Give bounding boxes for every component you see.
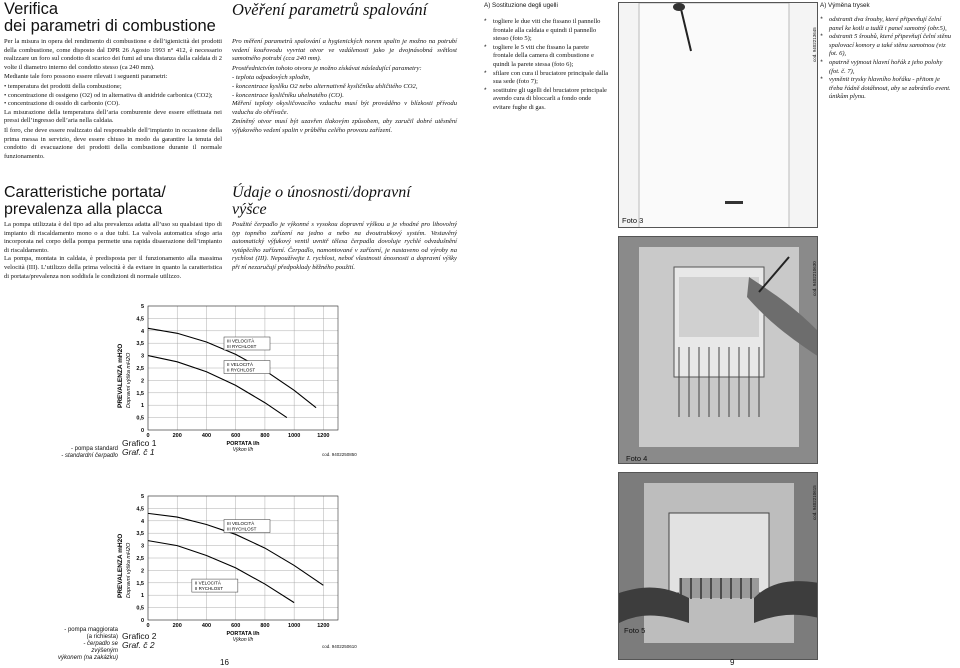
x-tick-label: 400 xyxy=(201,623,212,629)
it-title2-line-1: Caratteristiche portata/ xyxy=(4,184,166,201)
y-tick-label: 4 xyxy=(140,328,144,335)
pump1-label-it: - pompa standard xyxy=(70,446,118,452)
speed-label-text: III RYCHLOST xyxy=(227,344,257,349)
pump2-label-line: - pompa maggiorata xyxy=(64,627,118,633)
y-axis-label: Dopravní výška mH2O xyxy=(126,352,132,408)
cz-pump-text xyxy=(232,221,457,273)
it-combustion-text xyxy=(4,38,222,162)
right-page-number: 9 xyxy=(730,658,735,667)
foto-3-code: cod. 9402213645 xyxy=(812,27,817,62)
cz-step-item: * odstranit 5 šroubů, které připevňují čelní stěnu spalovací komory a také stěnu samotnou (viz fot. 6), xyxy=(820,33,954,59)
cz-paragraph: Zmíněný otvor musí být uzavřen tlakovým způsobem, aby zaručil dobré utěsnění výfukového vedení spalin v průběhu celého provozu zařízení. xyxy=(232,118,457,134)
it-step-item: * sfilare con cura il bruciatore principale dalla sua sede (foto 7); xyxy=(484,70,610,87)
it-paragraph: Il foro, che deve essere realizzato dal responsabile dell’impianto in occasione della prima messa in servizio, deve essere chiuso in modo da garantire la tenuta del condotto di evacuazione dei prodotti della combustione durante il normale funzionamento. xyxy=(4,126,222,160)
foto-3-caption: Foto 3 xyxy=(622,216,644,225)
speed-label-text: III VELOCITÀ xyxy=(227,338,255,344)
y-tick-label: 1 xyxy=(140,403,144,410)
y-tick-label: 2 xyxy=(140,568,144,575)
y-tick-label: 4,5 xyxy=(136,316,144,323)
y-tick-label: 0 xyxy=(140,428,144,434)
y-tick-label: 5 xyxy=(140,494,144,500)
x-tick-label: 200 xyxy=(172,623,182,629)
x-axis-label: PORTATA l/h xyxy=(226,441,260,447)
cz-nozzle-heading: A) Výměna trysek xyxy=(820,2,870,9)
it-paragraph: La pompa utilizzata è del tipo ad alta prevalenza adatta all’uso su qualsiasi tipo di impianto di riscaldamento mono o a due tubi. La valvola automatica sfogo aria incorporata nel corpo della pompa permette una rapida disaerazione dell’impianto di riscaldamento. xyxy=(4,221,222,254)
x-axis-label: PORTATA l/h xyxy=(226,631,260,637)
speed-label-text: II RYCHLOST xyxy=(227,367,256,373)
x-tick-label: 1000 xyxy=(288,623,301,629)
foto-4-photo xyxy=(618,236,818,464)
y-tick-label: 3,5 xyxy=(136,341,144,348)
cz-param-item: - teplota odpadových splodin, xyxy=(232,74,311,82)
x-tick-label: 800 xyxy=(260,433,270,439)
graf1-code: cod. 9402250850 xyxy=(322,452,357,457)
combustion-chamber-illustration xyxy=(619,237,818,464)
cz-step-item: * vyměnit trysky hlavního hořáku - přitom je třeba řádně dotáhnout, aby se zabránilo event. únikům plynu. xyxy=(820,76,954,102)
graf2-code: cod. 9402250610 xyxy=(322,644,357,649)
x-tick-label: 1200 xyxy=(317,433,330,439)
it-paragraph: La pompa, montata in caldaia, è predisposta per il funzionamento alla massima velocità (III). L’utilizzo della prima velocità è da evitare in quanto la caratteristica di portata/prevalenza non soddisfa le condizioni di normale utilizzo. xyxy=(4,255,222,280)
cz-paragraph: Prostřednictvím tohoto otvoru je možno získávat následující parametry: xyxy=(232,64,422,72)
cz-title2-line-2: výšce xyxy=(232,201,267,218)
y-axis-label: Dopravní výška mH2O xyxy=(126,542,132,598)
cz-paragraph: Měření teploty okysličovacího vzduchu musí být prováděno v blízkosti přívodu vzduchu do ohřívače. xyxy=(232,100,457,116)
y-tick-label: 1 xyxy=(140,593,144,600)
x-tick-label: 1000 xyxy=(288,433,301,439)
foto-5-photo xyxy=(618,472,818,660)
it-param-item: • concentrazione di ossido di carbonio (CO). xyxy=(4,100,222,109)
it-nozzle-heading: A) Sostituzione degli ugelli xyxy=(484,2,558,9)
it-section-title xyxy=(4,1,222,35)
graf2-label xyxy=(122,632,182,650)
cz-paragraph: Použité čerpadlo je výkonné s vysokou dopravní výškou a je vhodné pro libovolný typ topného zařízení na jedno a nebo na dvoutrubkový systém. Vestavěný automatický výfukový ventil uvnitř tělesa čerpadla dovoluje rychlé odvzdušnění vytápěcího zařízení. Čerpadlo, namontované v zařízení, je nastaveno od výroby na rychlost (III). Nepoužívejte I. rychlost, neboť vlastnosti únosnosti a dopravní výšky při ní nezaručují předpoklady běžného použití. xyxy=(232,221,457,271)
x-axis-label: Výkon l/h xyxy=(232,637,254,643)
foto-5-code: cod. 9402210615 xyxy=(812,485,817,520)
cz-section-title: Ověření parametrů spalování xyxy=(232,0,428,19)
x-tick-label: 600 xyxy=(231,433,241,439)
it-step-item: * togliere le 5 viti che fissano la parete frontale della camera di combustione e quindi la parete stessa (foto 6); xyxy=(484,44,610,70)
y-tick-label: 1,5 xyxy=(136,580,144,587)
y-tick-label: 4 xyxy=(140,518,144,525)
x-tick-label: 0 xyxy=(146,433,150,439)
cz-step-item: * opatrně vyjmout hlavní hořák z jeho polohy (fot. č. 7), xyxy=(820,59,954,76)
cz-step-item: * odstranit dva šrouby, které připevňují čelní panel ke kotli a tudíž i panel samotný (obr.5), xyxy=(820,16,954,33)
y-tick-label: 0,5 xyxy=(136,605,144,612)
x-tick-label: 400 xyxy=(201,433,212,439)
graf1-label xyxy=(122,439,182,457)
pump-chart-2 xyxy=(100,490,360,652)
y-tick-label: 2,5 xyxy=(136,556,144,562)
it-param-item: • temperatura dei prodotti della combustione; xyxy=(4,83,222,92)
x-axis-label: Výkon l/h xyxy=(232,447,254,453)
it-title-line-2: dei parametri di combustione xyxy=(4,17,216,35)
it-title2-line-2: prevalenza alla placca xyxy=(4,201,163,218)
it-nozzle-steps xyxy=(484,18,610,113)
y-tick-label: 3,5 xyxy=(136,531,144,538)
it-pump-section-title xyxy=(4,184,222,218)
foto-4-code: cod. 9402210630 xyxy=(812,261,817,296)
foto-3-photo xyxy=(618,2,818,228)
graf2-label-it: Grafico 2 xyxy=(122,631,157,641)
it-pump-text xyxy=(4,221,222,281)
y-tick-label: 3 xyxy=(140,543,144,550)
cz-title2-line-1: Údaje o únosnosti/dopravní xyxy=(232,184,411,201)
x-tick-label: 0 xyxy=(146,623,150,629)
cz-pump-section-title xyxy=(232,184,457,218)
it-params-intro: Mediante tale foro possono essere rilevati i seguenti parametri: xyxy=(4,73,168,81)
cz-nozzle-steps xyxy=(820,16,954,102)
graf1-label-cz: Graf. č 1 xyxy=(122,447,155,457)
pump1-label-cz: - standardní čerpadlo xyxy=(61,453,118,459)
speed-label-text: III RYCHLOST xyxy=(227,526,257,532)
y-tick-label: 2,5 xyxy=(136,366,144,372)
pump2-label-line: - čerpadlo se zvýšeným xyxy=(83,641,118,654)
burner-removal-illustration xyxy=(619,473,818,660)
cz-paragraph: Pro měření parametrů spalování a hygienických norem spalin je možno na potrubí vedení kouřovodu vyvrtat otvor ve vzdálenosti jako je dvojnásobná světlost samotného potrubí (cca 240 mm). xyxy=(232,38,457,63)
y-tick-label: 1,5 xyxy=(136,390,144,397)
it-params-list xyxy=(4,83,222,109)
series-line xyxy=(148,541,294,603)
speed-label-text: II VELOCITÀ xyxy=(227,362,254,368)
cz-combustion-text xyxy=(232,38,457,137)
y-axis-label: PREVALENZA mH2O xyxy=(117,533,124,598)
it-title-line-1: Verifica xyxy=(4,0,59,18)
y-tick-label: 0 xyxy=(140,618,144,624)
it-param-item: • concentrazione di ossigeno (O2) od in alternativa di anidride carbonica (CO2); xyxy=(4,92,222,101)
graf2-label-cz: Graf. č 2 xyxy=(122,640,155,650)
y-tick-label: 4,5 xyxy=(136,506,144,513)
x-tick-label: 1200 xyxy=(317,623,330,629)
pump-chart-1 xyxy=(100,300,360,460)
pump2-label-line: (a richiesta) xyxy=(86,634,118,640)
it-step-item: * togliere le due viti che fissano il pannello frontale alla caldaia e quindi il pannello stesso (foto 5); xyxy=(484,18,610,44)
pump2-label-line: výkonem (na zakázku) xyxy=(57,655,118,661)
y-axis-label: PREVALENZA mH2O xyxy=(117,343,124,408)
foto-5-caption: Foto 5 xyxy=(624,626,646,635)
graf1-label-it: Grafico 1 xyxy=(122,438,157,448)
boiler-front-illustration xyxy=(619,3,818,228)
speed-label-text: II RYCHLOST xyxy=(194,586,224,592)
x-tick-label: 200 xyxy=(172,433,182,439)
it-paragraph: La misurazione della temperatura dell’aria comburente deve essere effettuata nei pressi dell’ingresso dell’aria nella caldaia. xyxy=(4,108,222,125)
y-tick-label: 5 xyxy=(140,304,144,310)
speed-label-text: III VELOCITÀ xyxy=(227,521,255,527)
y-tick-label: 0,5 xyxy=(136,415,144,422)
x-tick-label: 800 xyxy=(260,623,270,629)
y-tick-label: 2 xyxy=(140,378,144,385)
left-page-number: 16 xyxy=(220,658,229,667)
pump1-label xyxy=(56,446,118,460)
cz-param-item: - koncentrace kyslíku O2 nebo alternativně kysličníku uhličitého CO2, xyxy=(232,82,418,90)
y-tick-label: 3 xyxy=(140,353,144,360)
it-step-item: * sostituire gli ugelli del bruciatore principale avendo cura di bloccarli a fondo onde evitare fughe di gas. xyxy=(484,87,610,113)
x-tick-label: 600 xyxy=(231,623,241,629)
foto-4-caption: Foto 4 xyxy=(626,454,648,463)
cz-param-item: - koncentrace kysličníku uhelnatého (CO). xyxy=(232,91,344,99)
pump2-label xyxy=(56,627,118,662)
speed-label-text: II VELOCITÀ xyxy=(194,580,221,586)
it-intro-paragraph: Per la misura in opera del rendimento di combustione e dell’igienicità dei prodotti della combustione, come disposto dal DPR 26 Agosto 1993 n° 412, è necessario realizzare un foro sul condotto di scarico dei fumi ad una distanza dalla caldaia di 2 volte il diametro interno del condotto stesso (ca 240 mm). xyxy=(4,38,222,71)
